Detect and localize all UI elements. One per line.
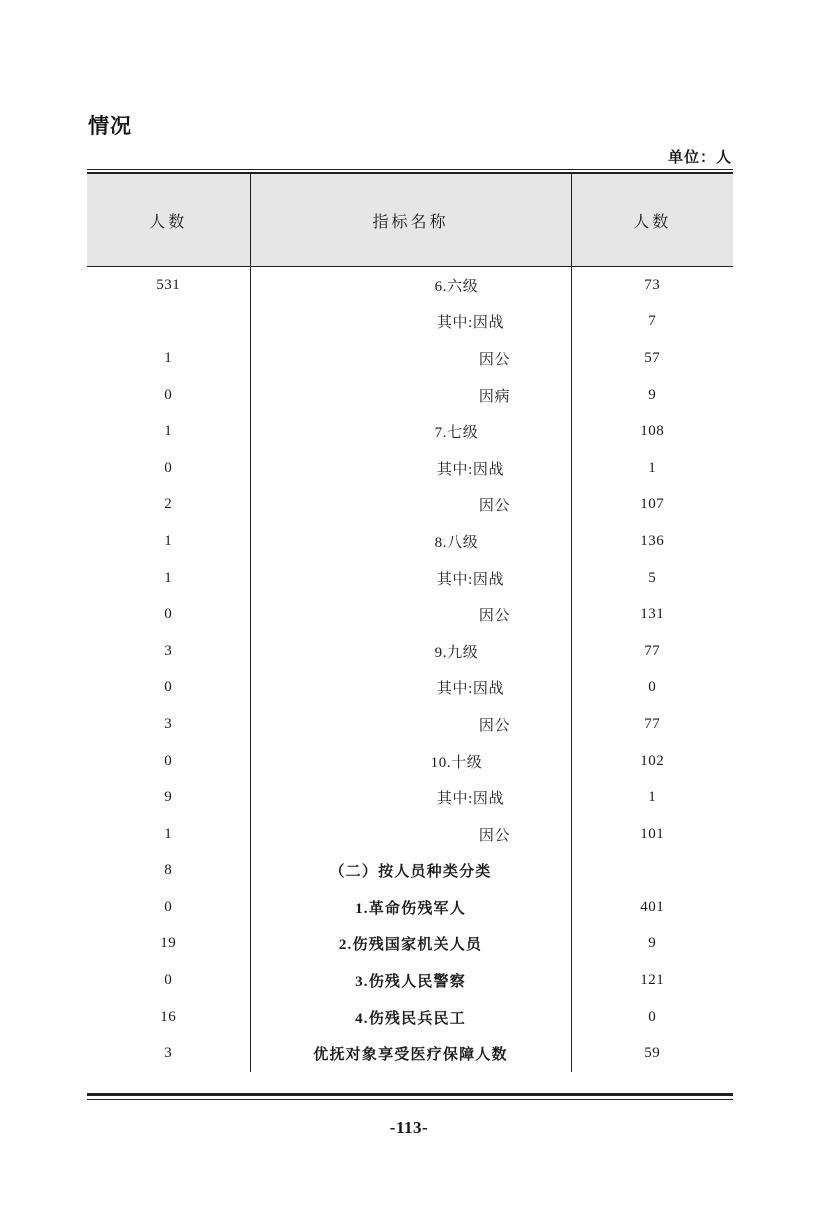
cell-count-right [571, 853, 733, 890]
cell-indicator-name [250, 267, 571, 304]
cell-count-left: 1 [164, 825, 173, 842]
indicator-label: 因公 [478, 498, 511, 515]
column-header-count-left: 人数 [87, 174, 250, 267]
indicator-label: 其中:因战 [436, 681, 505, 698]
cell-count-left: 0 [164, 898, 173, 915]
indicator-label: 6.六级 [434, 278, 479, 295]
cell-count-left: 2 [164, 496, 173, 513]
table-bottom-rule [87, 1093, 733, 1096]
table-row [87, 413, 733, 450]
cell-count-right: 9 [571, 926, 733, 963]
table-row [87, 743, 733, 780]
indicator-label: 优抚对象享受医疗保障人数 [313, 1047, 508, 1064]
cell-count-right: 108 [571, 413, 733, 450]
cell-indicator-name [250, 413, 571, 450]
column-header-count-right: 人数 [571, 174, 733, 267]
table-row [87, 889, 733, 926]
cell-count-right: 9 [571, 377, 733, 414]
table-row [87, 523, 733, 560]
cell-count-right: 5 [571, 560, 733, 597]
table-body [87, 267, 733, 1073]
statistics-table-wrapper [87, 174, 733, 1072]
cell-indicator-name [250, 1035, 571, 1072]
cell-indicator-name [250, 450, 571, 487]
cell-count-right: 59 [571, 1035, 733, 1072]
table-row [87, 487, 733, 524]
unit-note: 单位：人 [667, 150, 732, 166]
cell-count-left: 0 [164, 459, 173, 476]
table-row [87, 962, 733, 999]
table-row [87, 560, 733, 597]
cell-count-right: 1 [571, 450, 733, 487]
table-row [87, 633, 733, 670]
table-row [87, 377, 733, 414]
indicator-label: 因公 [478, 827, 511, 844]
table-row [87, 999, 733, 1036]
cell-indicator-name [250, 743, 571, 780]
table-header [87, 174, 733, 267]
cell-indicator-name [250, 596, 571, 633]
cell-count-left: 1 [164, 349, 173, 366]
cell-indicator-name [250, 304, 571, 341]
indicator-label: （二）按人员种类分类 [329, 864, 492, 881]
cell-count-right: 107 [571, 487, 733, 524]
table-row [87, 267, 733, 304]
indicator-label: 其中:因战 [436, 791, 505, 808]
indicator-label: 1.革命伤残军人 [355, 900, 466, 917]
indicator-label: 其中:因战 [436, 315, 505, 332]
table-row [87, 1035, 733, 1072]
table-row [87, 779, 733, 816]
cell-count-right: 102 [571, 743, 733, 780]
cell-count-left: 0 [164, 752, 173, 769]
indicator-label: 8.八级 [434, 534, 479, 551]
cell-count-left: 0 [164, 606, 173, 623]
cell-count-right: 0 [571, 999, 733, 1036]
table-row [87, 670, 733, 707]
cell-count-left: 9 [164, 789, 173, 806]
cell-count-right: 77 [571, 633, 733, 670]
cell-indicator-name [250, 487, 571, 524]
indicator-label: 因公 [478, 351, 511, 368]
cell-count-left: 3 [164, 1045, 173, 1062]
cell-count-right: 131 [571, 596, 733, 633]
cell-indicator-name [250, 633, 571, 670]
cell-count-left: 16 [160, 1008, 177, 1025]
cell-count-right: 0 [571, 670, 733, 707]
table-row [87, 340, 733, 377]
indicator-label: 3.伤残人民警察 [355, 974, 466, 991]
table-header-row [87, 174, 733, 267]
cell-count-left: 0 [164, 679, 173, 696]
cell-count-right: 77 [571, 706, 733, 743]
indicator-label: 其中:因战 [436, 461, 505, 478]
cell-count-left: 0 [164, 972, 173, 989]
cell-indicator-name [250, 816, 571, 853]
cell-indicator-name [250, 377, 571, 414]
indicator-label: 4.伤残民兵民工 [355, 1010, 466, 1027]
cell-count-left: 1 [164, 532, 173, 549]
cell-count-left: 531 [156, 276, 181, 293]
cell-count-right: 7 [571, 304, 733, 341]
page-number: -113- [389, 1118, 429, 1137]
cell-count-left: 3 [164, 715, 173, 732]
indicator-label: 9.九级 [434, 644, 479, 661]
table-row [87, 596, 733, 633]
table-row [87, 450, 733, 487]
cell-indicator-name [250, 999, 571, 1036]
cell-indicator-name [250, 926, 571, 963]
cell-indicator-name [250, 340, 571, 377]
indicator-label: 7.七级 [434, 425, 479, 442]
cell-count-right: 401 [571, 889, 733, 926]
cell-indicator-name [250, 889, 571, 926]
indicator-label: 其中:因战 [436, 571, 505, 588]
cell-count-right: 121 [571, 962, 733, 999]
column-header-indicator-name: 指标名称 [250, 174, 571, 267]
indicator-label: 因公 [478, 608, 511, 625]
cell-count-left [87, 304, 250, 341]
table-row [87, 304, 733, 341]
table-row [87, 926, 733, 963]
cell-indicator-name [250, 560, 571, 597]
table-row [87, 816, 733, 853]
cell-count-right: 136 [571, 523, 733, 560]
cell-count-left: 8 [164, 862, 173, 879]
cell-indicator-name [250, 706, 571, 743]
cell-indicator-name [250, 523, 571, 560]
statistics-table [87, 174, 733, 1072]
cell-indicator-name [250, 962, 571, 999]
cell-count-right: 1 [571, 779, 733, 816]
table-row [87, 706, 733, 743]
cell-count-right: 57 [571, 340, 733, 377]
cell-indicator-name [250, 853, 571, 890]
cell-count-left: 3 [164, 642, 173, 659]
indicator-label: 因病 [478, 388, 511, 405]
cell-indicator-name [250, 779, 571, 816]
cell-count-left: 1 [164, 423, 173, 440]
cell-count-right: 73 [571, 267, 733, 304]
cell-count-left: 0 [164, 386, 173, 403]
cell-indicator-name [250, 670, 571, 707]
indicator-label: 2.伤残国家机关人员 [338, 937, 483, 954]
cell-count-right: 101 [571, 816, 733, 853]
table-row [87, 853, 733, 890]
indicator-label: 因公 [478, 717, 511, 734]
page-title: 情况 [88, 114, 132, 138]
cell-count-left: 1 [164, 569, 173, 586]
indicator-label: 10.十级 [430, 754, 483, 771]
cell-count-left: 19 [160, 935, 177, 952]
